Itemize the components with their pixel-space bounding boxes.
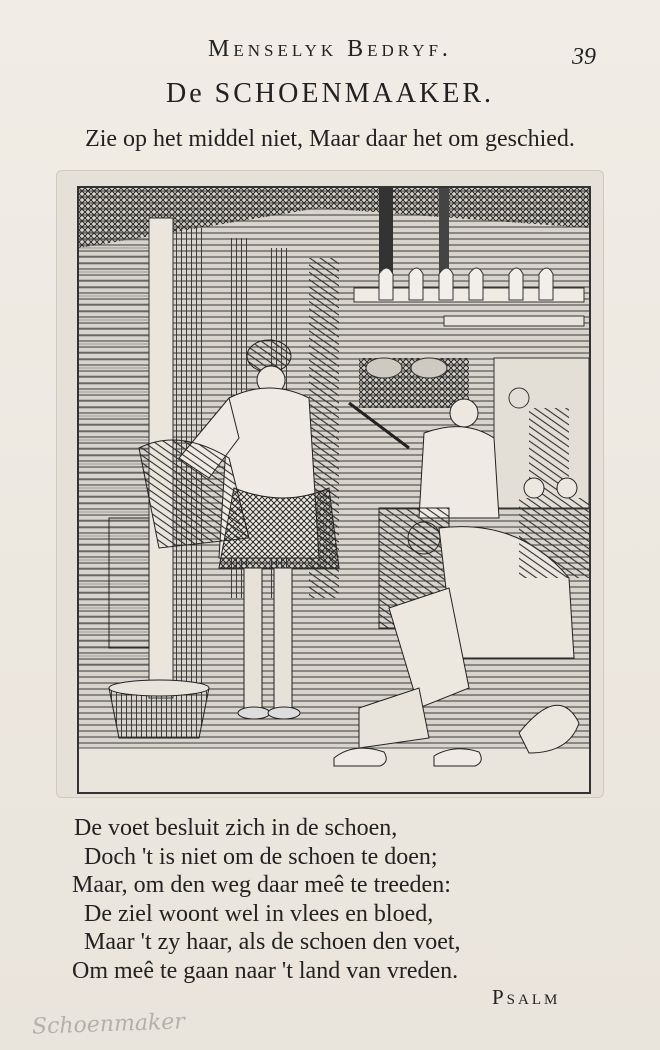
pot: [366, 358, 402, 378]
page-title: De SCHOENMAAKER.: [166, 78, 494, 109]
verse-line: Om meê te gaan naar 't land van vreden.: [72, 957, 459, 984]
verse-line: De ziel woont wel in vlees en bloed,: [84, 900, 434, 927]
verse-line: De voet besluit zich in de schoen,: [74, 815, 398, 841]
page-number: 39: [572, 44, 596, 70]
engraving-illustration: [77, 186, 591, 794]
worker-head: [524, 478, 544, 498]
verse-line: Doch 't is niet om de schoen te doen;: [84, 843, 438, 870]
pot: [411, 358, 447, 378]
pencil-annotation: Schoenmaker: [31, 1009, 186, 1040]
verse-line: Maar, om den weg daar meê te treeden:: [72, 872, 451, 898]
background-workers: [519, 498, 589, 578]
verse-source: Psalm: [492, 985, 561, 1009]
lower-shelf: [444, 316, 584, 326]
motto: Zie op het middel niet, Maar daar het om geschied.: [85, 126, 575, 152]
verse: [72, 814, 612, 985]
ceiling-post: [439, 188, 449, 278]
barrel: [109, 518, 149, 648]
worker-head: [557, 478, 577, 498]
engraving-svg: [79, 188, 589, 792]
floor: [79, 748, 589, 792]
tub-rim: [109, 680, 209, 696]
series-title: Menselyk Bedryf.: [208, 36, 452, 62]
verse-line: Maar 't zy haar, als de schoen den voet,: [84, 929, 461, 955]
